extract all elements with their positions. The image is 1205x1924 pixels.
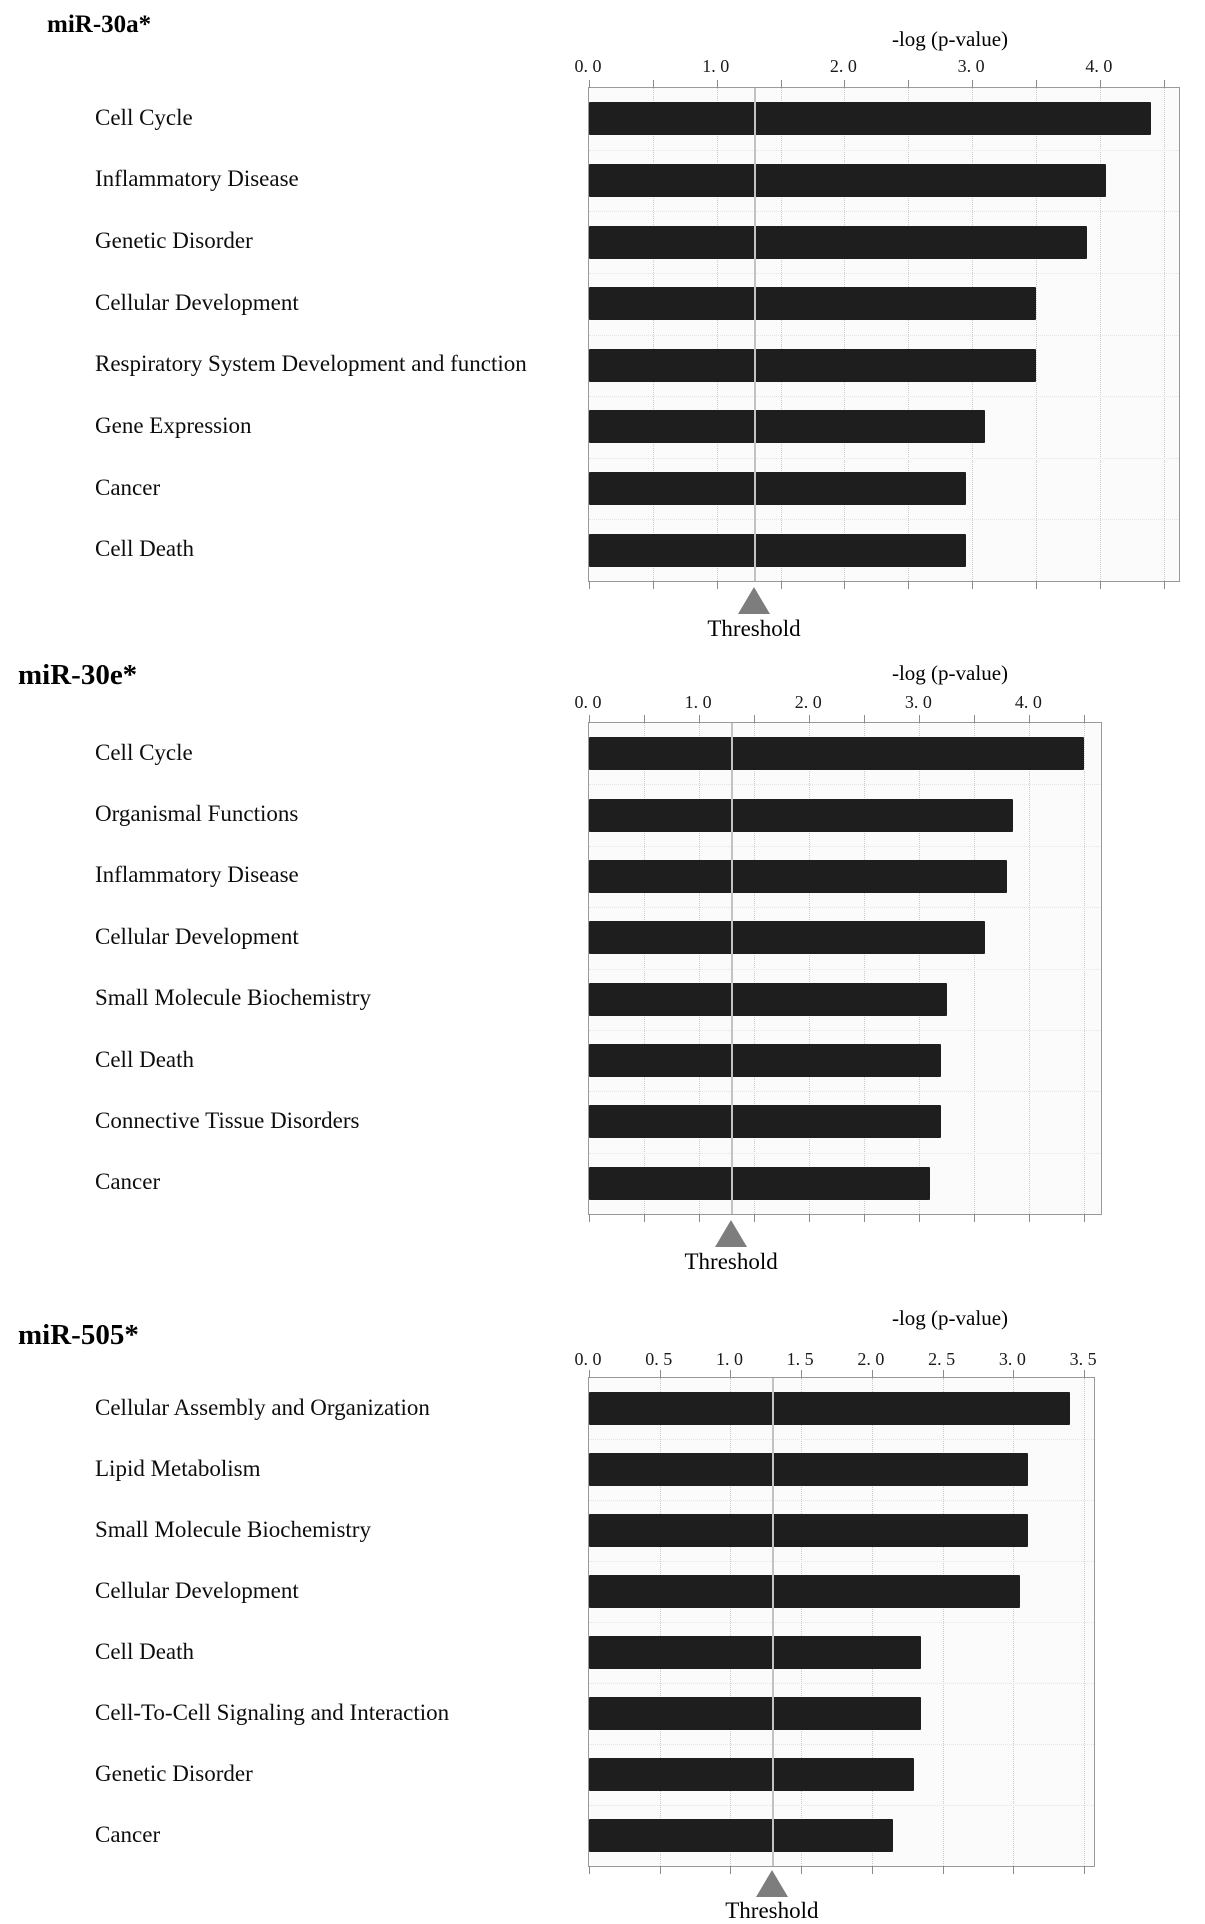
gridline-horizontal [589,1683,1094,1684]
tick-mark-bottom [754,1214,755,1222]
tick-mark-top [589,1370,590,1378]
tick-mark-top [699,715,700,723]
bar [589,1758,914,1791]
axis-title: -log (p-value) [891,27,1009,51]
tick-mark-top [943,1370,944,1378]
tick-mark-bottom [699,1214,700,1222]
tick-mark-top [1100,80,1101,88]
category-label: Cell Death [95,536,194,562]
axis-tick-label: 3. 0 [904,692,932,712]
gridline-horizontal [589,1439,1094,1440]
tick-mark-top [972,80,973,88]
tick-mark-top [809,715,810,723]
axis-tick-label: 4. 0 [1014,692,1042,712]
tick-mark-bottom [972,581,973,589]
category-label: Cellular Development [95,289,299,315]
category-label: Cancer [95,1169,161,1195]
category-label: Cellular Development [95,1577,299,1603]
category-label: Inflammatory Disease [95,166,299,192]
category-label: Cell Cycle [95,739,193,765]
tick-mark-bottom [589,1866,590,1874]
bar [589,164,1106,197]
category-label: Organismal Functions [95,801,299,827]
gridline-horizontal [589,1561,1094,1562]
axis-tick-label: 0. 5 [645,1349,673,1369]
tick-mark-top [1084,1370,1085,1378]
bar [589,472,966,505]
threshold-line [772,1378,774,1866]
tick-mark-top [1164,80,1165,88]
tick-mark-bottom [1084,1214,1085,1222]
axis-title: -log (p-value) [891,1306,1009,1330]
tick-mark-top [844,80,845,88]
axis-tick-label: 1. 0 [702,56,730,76]
axis-tick-label: 1. 0 [715,1349,743,1369]
gridline-horizontal [589,519,1179,520]
gridline-horizontal [589,1744,1094,1745]
bar [589,410,985,443]
category-label: Respiratory System Development and function [95,351,527,377]
tick-mark-bottom [1164,581,1165,589]
bar [589,1819,893,1852]
axis-tick-label: 1. 5 [786,1349,814,1369]
chart-title: miR-30a* [47,11,152,38]
tick-mark-top [974,715,975,723]
category-label: Cell-To-Cell Signaling and Interaction [95,1699,450,1725]
tick-mark-bottom [717,581,718,589]
category-label: Small Molecule Biochemistry [95,985,371,1011]
bar [589,1453,1028,1486]
tick-mark-bottom [781,581,782,589]
tick-mark-top [908,80,909,88]
axis-tick-label: 3. 5 [1069,1349,1097,1369]
category-label: Small Molecule Biochemistry [95,1516,371,1542]
category-label: Genetic Disorder [95,228,253,254]
tick-mark-bottom [844,581,845,589]
gridline-horizontal [589,907,1101,908]
tick-mark-bottom [660,1866,661,1874]
tick-mark-bottom [974,1214,975,1222]
tick-mark-bottom [1036,581,1037,589]
tick-mark-bottom [809,1214,810,1222]
threshold-arrow-icon [756,1870,788,1897]
bar [589,1514,1028,1547]
gridline-horizontal [589,1622,1094,1623]
tick-mark-top [589,715,590,723]
tick-mark-bottom [1013,1866,1014,1874]
threshold-label: Threshold [684,1249,778,1274]
tick-mark-top [644,715,645,723]
gridline-horizontal [589,1153,1101,1154]
tick-mark-bottom [1029,1214,1030,1222]
bar [589,860,1007,893]
plot-area [588,87,1180,582]
category-label: Inflammatory Disease [95,862,299,888]
axis-title: -log (p-value) [891,661,1009,685]
bar [589,921,985,954]
gridline-horizontal [589,1091,1101,1092]
tick-mark-bottom [864,1214,865,1222]
axis-tick-label: 2. 0 [829,56,857,76]
gridline-horizontal [589,458,1179,459]
category-label: Lipid Metabolism [95,1455,261,1481]
tick-mark-bottom [1084,1866,1085,1874]
axis-tick-label: 3. 0 [998,1349,1026,1369]
tick-mark-bottom [653,581,654,589]
axis-tick-label: 2. 0 [794,692,822,712]
tick-mark-top [1029,715,1030,723]
plot-area [588,722,1102,1215]
gridline-horizontal [589,396,1179,397]
category-label: Gene Expression [95,412,252,438]
tick-mark-bottom [919,1214,920,1222]
tick-mark-top [801,1370,802,1378]
gridline-horizontal [589,1500,1094,1501]
tick-mark-top [1036,80,1037,88]
tick-mark-bottom [801,1866,802,1874]
tick-mark-top [781,80,782,88]
axis-tick-label: 1. 0 [684,692,712,712]
gridline-horizontal [589,784,1101,785]
axis-tick-label: 3. 0 [957,56,985,76]
bar [589,1044,941,1077]
bar [589,983,947,1016]
threshold-arrow-icon [738,587,770,614]
tick-mark-top [589,80,590,88]
tick-mark-top [864,715,865,723]
tick-mark-top [660,1370,661,1378]
tick-mark-top [754,715,755,723]
tick-mark-top [717,80,718,88]
tick-mark-bottom [644,1214,645,1222]
bar [589,1636,921,1669]
tick-mark-top [653,80,654,88]
gridline-horizontal [589,1030,1101,1031]
axis-tick-label: 0. 0 [574,692,602,712]
plot-area [588,1377,1095,1867]
tick-mark-top [872,1370,873,1378]
bar [589,1697,921,1730]
category-label: Genetic Disorder [95,1760,253,1786]
tick-mark-bottom [1100,581,1101,589]
bar [589,799,1013,832]
axis-tick-label: 2. 5 [928,1349,956,1369]
category-label: Cell Death [95,1046,194,1072]
chart-title: miR-30e* [18,659,138,691]
bar [589,534,966,567]
category-label: Cell Death [95,1638,194,1664]
tick-mark-bottom [908,581,909,589]
axis-tick-label: 0. 0 [574,56,602,76]
axis-tick-label: 0. 0 [574,1349,602,1369]
category-label: Cellular Assembly and Organization [95,1394,430,1420]
category-label: Cell Cycle [95,104,193,130]
bar [589,226,1087,259]
category-label: Connective Tissue Disorders [95,1107,360,1133]
bar [589,1105,941,1138]
threshold-label: Threshold [725,1898,819,1923]
tick-mark-bottom [872,1866,873,1874]
gridline-horizontal [589,335,1179,336]
gridline-horizontal [589,1805,1094,1806]
gridline-horizontal [589,211,1179,212]
threshold-arrow-icon [715,1220,747,1247]
bar [589,102,1151,135]
threshold-line [731,723,733,1214]
threshold-line [754,88,756,581]
gridline-horizontal [589,846,1101,847]
category-label: Cancer [95,1821,161,1847]
bar [589,737,1084,770]
bar [589,349,1036,382]
gridline-horizontal [589,150,1179,151]
bar [589,1575,1020,1608]
tick-mark-top [1013,1370,1014,1378]
category-label: Cellular Development [95,923,299,949]
category-label: Cancer [95,474,161,500]
gridline-horizontal [589,273,1179,274]
tick-mark-top [919,715,920,723]
tick-mark-bottom [589,1214,590,1222]
gridline-horizontal [589,969,1101,970]
chart-title: miR-505* [18,1319,139,1351]
threshold-label: Threshold [707,616,801,641]
bar [589,1167,930,1200]
bar [589,1392,1070,1425]
tick-mark-bottom [730,1866,731,1874]
tick-mark-top [1084,715,1085,723]
axis-tick-label: 2. 0 [857,1349,885,1369]
tick-mark-bottom [589,581,590,589]
tick-mark-bottom [943,1866,944,1874]
bar [589,287,1036,320]
tick-mark-top [730,1370,731,1378]
axis-tick-label: 4. 0 [1085,56,1113,76]
